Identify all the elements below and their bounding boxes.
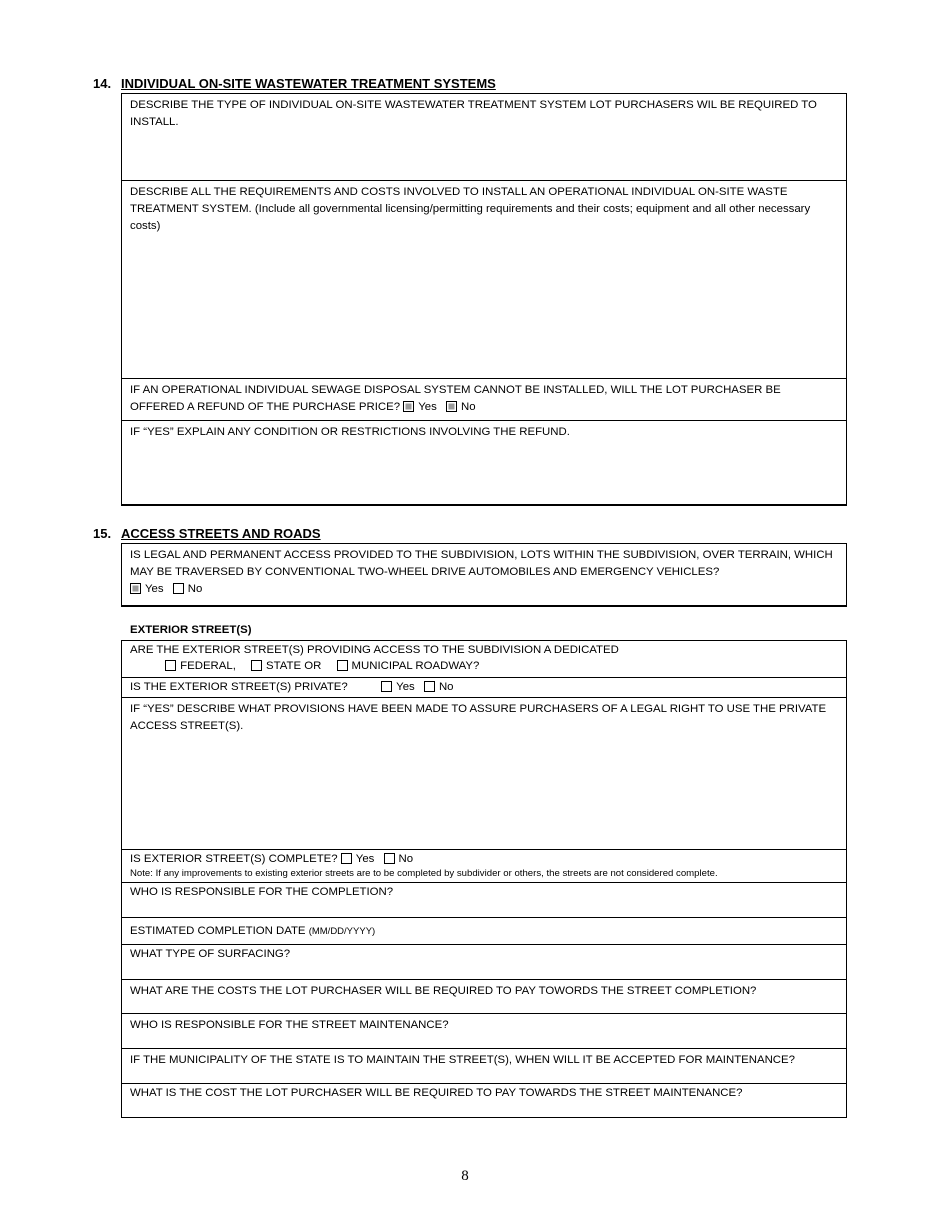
section-14-heading: [93, 76, 496, 91]
completion-date-format: (MM/DD/YYYY): [308, 926, 376, 937]
private-yes-checkbox[interactable]: [381, 681, 392, 692]
private-no-label: No: [438, 681, 454, 693]
private-yes-label: Yes: [396, 681, 415, 693]
refund-no-label: No: [460, 401, 476, 413]
section-14-title: INDIVIDUAL ON-SITE WASTEWATER TREATMENT SYSTEMS: [121, 76, 496, 91]
wastewater-requirements-question: DESCRIBE ALL THE REQUIREMENTS AND COSTS INVOLVED TO INSTALL AN OPERATIONAL INDIVIDUAL ON-SITE WASTE TREATMENT SYSTEM. (Include all governmental licensing/permitting requirements and their costs; equipment and all other necessary costs): [130, 186, 811, 232]
street-complete-question: IS EXTERIOR STREET(S) COMPLETE?: [130, 853, 338, 865]
refund-conditions-row[interactable]: [122, 420, 846, 504]
responsible-completion-row[interactable]: [122, 882, 846, 917]
dedicated-roadway-question: ARE THE EXTERIOR STREET(S) PROVIDING ACCESS TO THE SUBDIVISION A DEDICATED: [130, 644, 619, 656]
refund-row: [122, 378, 846, 420]
complete-yes-checkbox[interactable]: [341, 853, 352, 864]
private-provisions-row[interactable]: [122, 697, 846, 849]
access-yes-label: Yes: [145, 583, 164, 595]
dedicated-roadway-row: [122, 641, 846, 677]
wastewater-requirements-row[interactable]: [122, 180, 846, 378]
federal-checkbox[interactable]: [165, 660, 176, 671]
page-number: 8: [461, 1168, 469, 1184]
section-14-table: [121, 93, 847, 506]
refund-no-checkbox[interactable]: [446, 401, 457, 412]
access-table: [121, 543, 847, 607]
private-no-checkbox[interactable]: [424, 681, 435, 692]
street-complete-note: Note: If any improvements to existing exterior streets are to be completed by subdivider or others, the streets are not considered complete.: [130, 868, 718, 879]
section-15-number: 15.: [93, 526, 112, 541]
refund-yes-label: Yes: [418, 401, 437, 413]
state-checkbox[interactable]: [251, 660, 262, 671]
exterior-streets-heading: EXTERIOR STREET(S): [130, 624, 252, 636]
responsible-completion-question: WHO IS RESPONSIBLE FOR THE COMPLETION?: [130, 886, 394, 898]
municipal-label: MUNICIPAL ROADWAY?: [351, 660, 480, 672]
private-street-row: [122, 677, 846, 697]
federal-label: FEDERAL,: [180, 660, 236, 672]
completion-date-question: ESTIMATED COMPLETION DATE: [130, 925, 306, 937]
private-provisions-question: IF “YES” DESCRIBE WHAT PROVISIONS HAVE BEEN MADE TO ASSURE PURCHASERS OF A LEGAL RIGHT TO USE THE PRIVATE ACCESS STREET(S).: [130, 703, 827, 732]
surfacing-question: WHAT TYPE OF SURFACING?: [130, 948, 291, 960]
complete-yes-label: Yes: [355, 853, 375, 865]
section-15-title: ACCESS STREETS AND ROADS: [121, 526, 321, 541]
cost-maintenance-row[interactable]: [122, 1083, 846, 1117]
costs-completion-question: WHAT ARE THE COSTS THE LOT PURCHASER WILL BE REQUIRED TO PAY TOWORDS THE STREET COMPLETION?: [130, 985, 757, 997]
street-complete-row: [122, 849, 846, 882]
municipal-checkbox[interactable]: [337, 660, 348, 671]
cost-maintenance-question: WHAT IS THE COST THE LOT PURCHASER WILL BE REQUIRED TO PAY TOWARDS THE STREET MAINTENANCE?: [130, 1087, 743, 1099]
legal-access-row: [122, 544, 846, 605]
refund-yes-checkbox[interactable]: [403, 401, 414, 412]
private-street-question: IS THE EXTERIOR STREET(S) PRIVATE?: [130, 681, 348, 693]
state-label: STATE OR: [266, 660, 322, 672]
access-no-checkbox[interactable]: [173, 583, 184, 594]
wastewater-type-question: DESCRIBE THE TYPE OF INDIVIDUAL ON-SITE WASTEWATER TREATMENT SYSTEM LOT PURCHASERS WIL BE REQUIRED TO INSTALL.: [130, 99, 817, 128]
section-14-number: 14.: [93, 76, 112, 91]
complete-no-label: No: [398, 853, 414, 865]
accepted-maintenance-row[interactable]: [122, 1048, 846, 1083]
access-no-label: No: [187, 583, 203, 595]
accepted-maintenance-question: IF THE MUNICIPALITY OF THE STATE IS TO MAINTAIN THE STREET(S), WHEN WILL IT BE ACCEPTED FOR MAINTENANCE?: [130, 1054, 795, 1066]
wastewater-type-row[interactable]: [122, 94, 846, 180]
responsible-maintenance-question: WHO IS RESPONSIBLE FOR THE STREET MAINTENANCE?: [130, 1019, 449, 1031]
section-15-heading: [93, 526, 321, 541]
responsible-maintenance-row[interactable]: [122, 1013, 846, 1048]
refund-question: IF AN OPERATIONAL INDIVIDUAL SEWAGE DISPOSAL SYSTEM CANNOT BE INSTALLED, WILL THE LOT PURCHASER BE OFFERED A REFUND OF THE PURCHASE PRICE?: [130, 384, 781, 413]
surfacing-row[interactable]: [122, 944, 846, 979]
access-yes-checkbox[interactable]: [130, 583, 141, 594]
refund-conditions-question: IF “YES” EXPLAIN ANY CONDITION OR RESTRICTIONS INVOLVING THE REFUND.: [130, 426, 570, 438]
complete-no-checkbox[interactable]: [384, 853, 395, 864]
exterior-streets-table: [121, 640, 847, 1118]
completion-date-row[interactable]: [122, 917, 846, 944]
legal-access-question: IS LEGAL AND PERMANENT ACCESS PROVIDED TO THE SUBDIVISION, LOTS WITHIN THE SUBDIVISION, OVER TERRAIN, WHICH MAY BE TRAVERSED BY CONVENTIONAL TWO-WHEEL DRIVE AUTOMOBILES AND EMERGENCY VEHICLES?: [130, 549, 833, 578]
costs-completion-row[interactable]: [122, 979, 846, 1013]
